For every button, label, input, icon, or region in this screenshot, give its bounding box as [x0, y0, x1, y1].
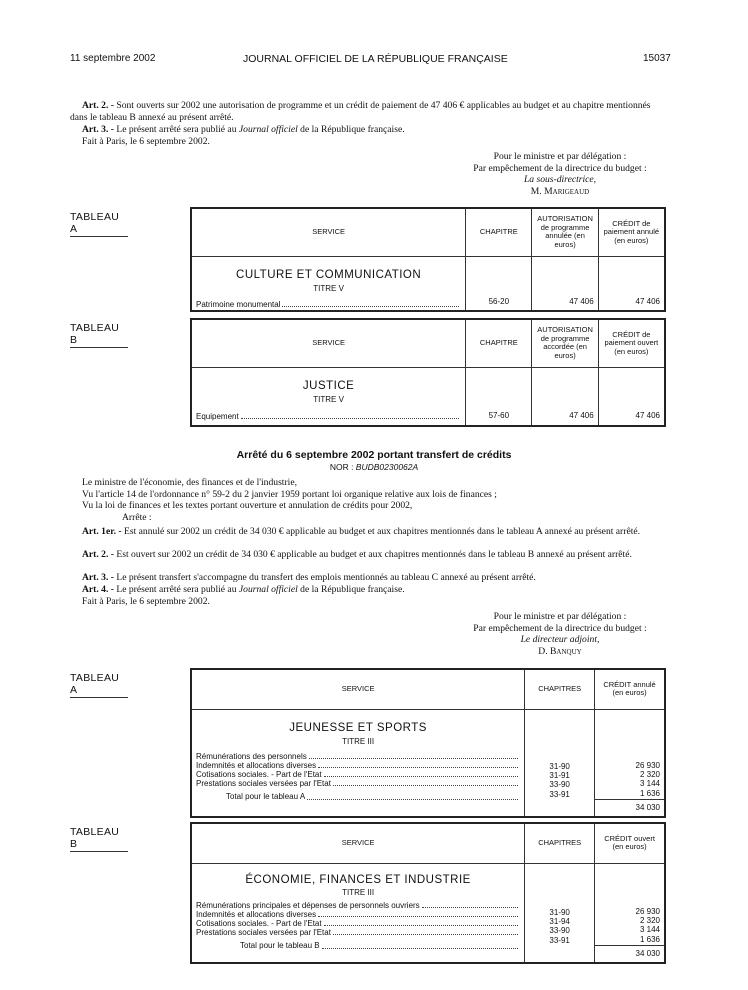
jo-link: Journal officiel — [238, 124, 298, 135]
table-row: Indemnités et allocations diverses — [196, 910, 520, 919]
total-row: Total pour le tableau B — [196, 941, 520, 950]
total-value: 34 030 — [595, 799, 664, 812]
signature-block: Pour le ministre et par délégation : Par empêchement de la directrice du budget : La sous-directrice, M. Marigeaud — [455, 151, 665, 197]
titre-label: TITRE V — [313, 283, 344, 293]
article-4: Art. 4. - Le présent arrêté sera publié au Journal officiel de la République française. — [82, 584, 405, 595]
total-row: Total pour le tableau A — [196, 792, 520, 801]
article-1: Art. 1er. - Est annulé sur 2002 un crédit de 34 030 € applicable au budget et aux chapitres mentionnés dans le tableau A annexé au présent arrêté. — [82, 526, 641, 537]
section-title: ÉCONOMIE, FINANCES ET INDUSTRIE — [245, 873, 471, 886]
nor-line: NOR : BUDB0230062A — [329, 462, 419, 472]
table-row: Rémunérations des personnels — [196, 752, 520, 761]
table-row: Prestations sociales versées par l'Etat — [196, 928, 520, 937]
article-2-label: Art. 2. - — [82, 100, 114, 111]
table-row: Cotisations sociales. - Part de l'Etat — [196, 770, 520, 779]
table-row: Indemnités et allocations diverses — [196, 761, 520, 770]
header-date: 11 septembre 2002 — [70, 53, 156, 64]
tableau-a2-label: TABLEAU A — [70, 672, 128, 698]
table-row: Prestations sociales versées par l'Etat — [196, 779, 520, 788]
total-value: 34 030 — [595, 945, 664, 958]
arrete-title: Arrêté du 6 septembre 2002 portant transfert de crédits — [236, 449, 512, 461]
article-3: Art. 3. - Le présent arrêté sera publié au Journal officiel de la République française. — [82, 124, 405, 135]
tableau-a-jeunesse: SERVICE CHAPITRES CRÉDIT annulé (en euros) JEUNESSE ET SPORTS TITRE III Rémunérations des personnels Indemnités et allocations diverses Cotisations sociales. - Part de l'Etat Prestations sociales versées par l'Etat Total pour le tableau A 31-90 31-91 33-90 33-91 26 930 2 320 3 144 1 636 34 030 — [190, 668, 666, 818]
col-autorisation: AUTORISATION de programme annulée (en euros) — [532, 208, 598, 256]
table-row: Rémunérations principales et dépenses de personnels ouvriers — [196, 901, 520, 910]
table-row: Cotisations sociales. - Part de l'Etat — [196, 919, 520, 928]
tableau-b-label: TABLEAU B — [70, 322, 128, 348]
header-page: 15037 — [643, 53, 671, 64]
article-2 — [70, 100, 666, 123]
section-title: CULTURE ET COMMUNICATION — [236, 268, 422, 281]
table-row: Patrimoine monumental — [196, 300, 461, 309]
signature-block-2: Pour le ministre et par délégation : Par empêchement de la directrice du budget : Le directeur adjoint, D. Banquy — [455, 611, 665, 657]
tableau-b2-label: TABLEAU B — [70, 826, 128, 852]
article-3b: Art. 3. - Le présent transfert s'accompagne du transfert des emplois mentionnés au tableau C annexé au présent arrêté. — [82, 572, 536, 583]
fait-a-paris-2: Fait à Paris, le 6 septembre 2002. — [82, 596, 210, 607]
col-credit: CRÉDIT de paiement annulé (en euros) — [598, 208, 665, 256]
col-chapitre: CHAPITRE — [466, 208, 532, 256]
tableau-a-culture: SERVICE CHAPITRE AUTORISATION de programme annulée (en euros) CRÉDIT de paiement annulé (en euros) CULTURE ET COMMUNICATION TITRE V Patrimoine monumental 56-20 47 406 47 406 — [190, 207, 666, 312]
signatory-name: M. Marigeaud — [530, 185, 590, 197]
fait-a-paris: Fait à Paris, le 6 septembre 2002. — [82, 136, 210, 147]
tableau-a-label: TABLEAU A — [70, 211, 128, 237]
tableau-b-justice: SERVICE CHAPITRE AUTORISATION de programme accordée (en euros) CRÉDIT de paiement ouvert (en euros) JUSTICE TITRE V Equipement 57-60 47 406 47 406 — [190, 318, 666, 427]
article-2-text: Sont ouverts sur 2002 une autorisation de programme et un crédit de paiement de 47 406 € applicables au budget et au chapitre mentionnés dans le tableau B annexé au présent arrêté. — [70, 100, 651, 123]
preamble: Le ministre de l'économie, des finances et de l'industrie, Vu l'article 14 de l'ordonnance n° 59-2 du 2 janvier 1959 portant loi organique relative aux lois de finances ; Vu la loi de finances et les textes portant ouverture et annulation de crédits pour 2002, Arrête : — [82, 477, 497, 523]
signatory-name: D. Banquy — [538, 645, 582, 657]
article-2b: Art. 2. - Est ouvert sur 2002 un crédit de 34 030 € applicable au budget et aux chapitres mentionnés dans le tableau B annexé au présent arrêté. — [82, 549, 632, 560]
section-title: JUSTICE — [302, 379, 355, 392]
section-title: JEUNESSE ET SPORTS — [289, 721, 427, 734]
tableau-b-economie: SERVICE CHAPITRES CRÉDIT ouvert (en euros) ÉCONOMIE, FINANCES ET INDUSTRIE TITRE III Rémunérations principales et dépenses de personnels ouvriers Indemnités et allocations diverses Cotisations sociales. - Part de l'Etat Prestations sociales versées par l'Etat Total pour le tableau B 31-90 31-94 33-90 33-91 26 930 2 320 3 144 1 636 34 030 — [190, 822, 666, 964]
header-journal: JOURNAL OFFICIEL DE LA RÉPUBLIQUE FRANÇAISE — [243, 53, 508, 65]
table-row: Equipement — [196, 412, 461, 421]
col-service: SERVICE — [191, 208, 466, 256]
